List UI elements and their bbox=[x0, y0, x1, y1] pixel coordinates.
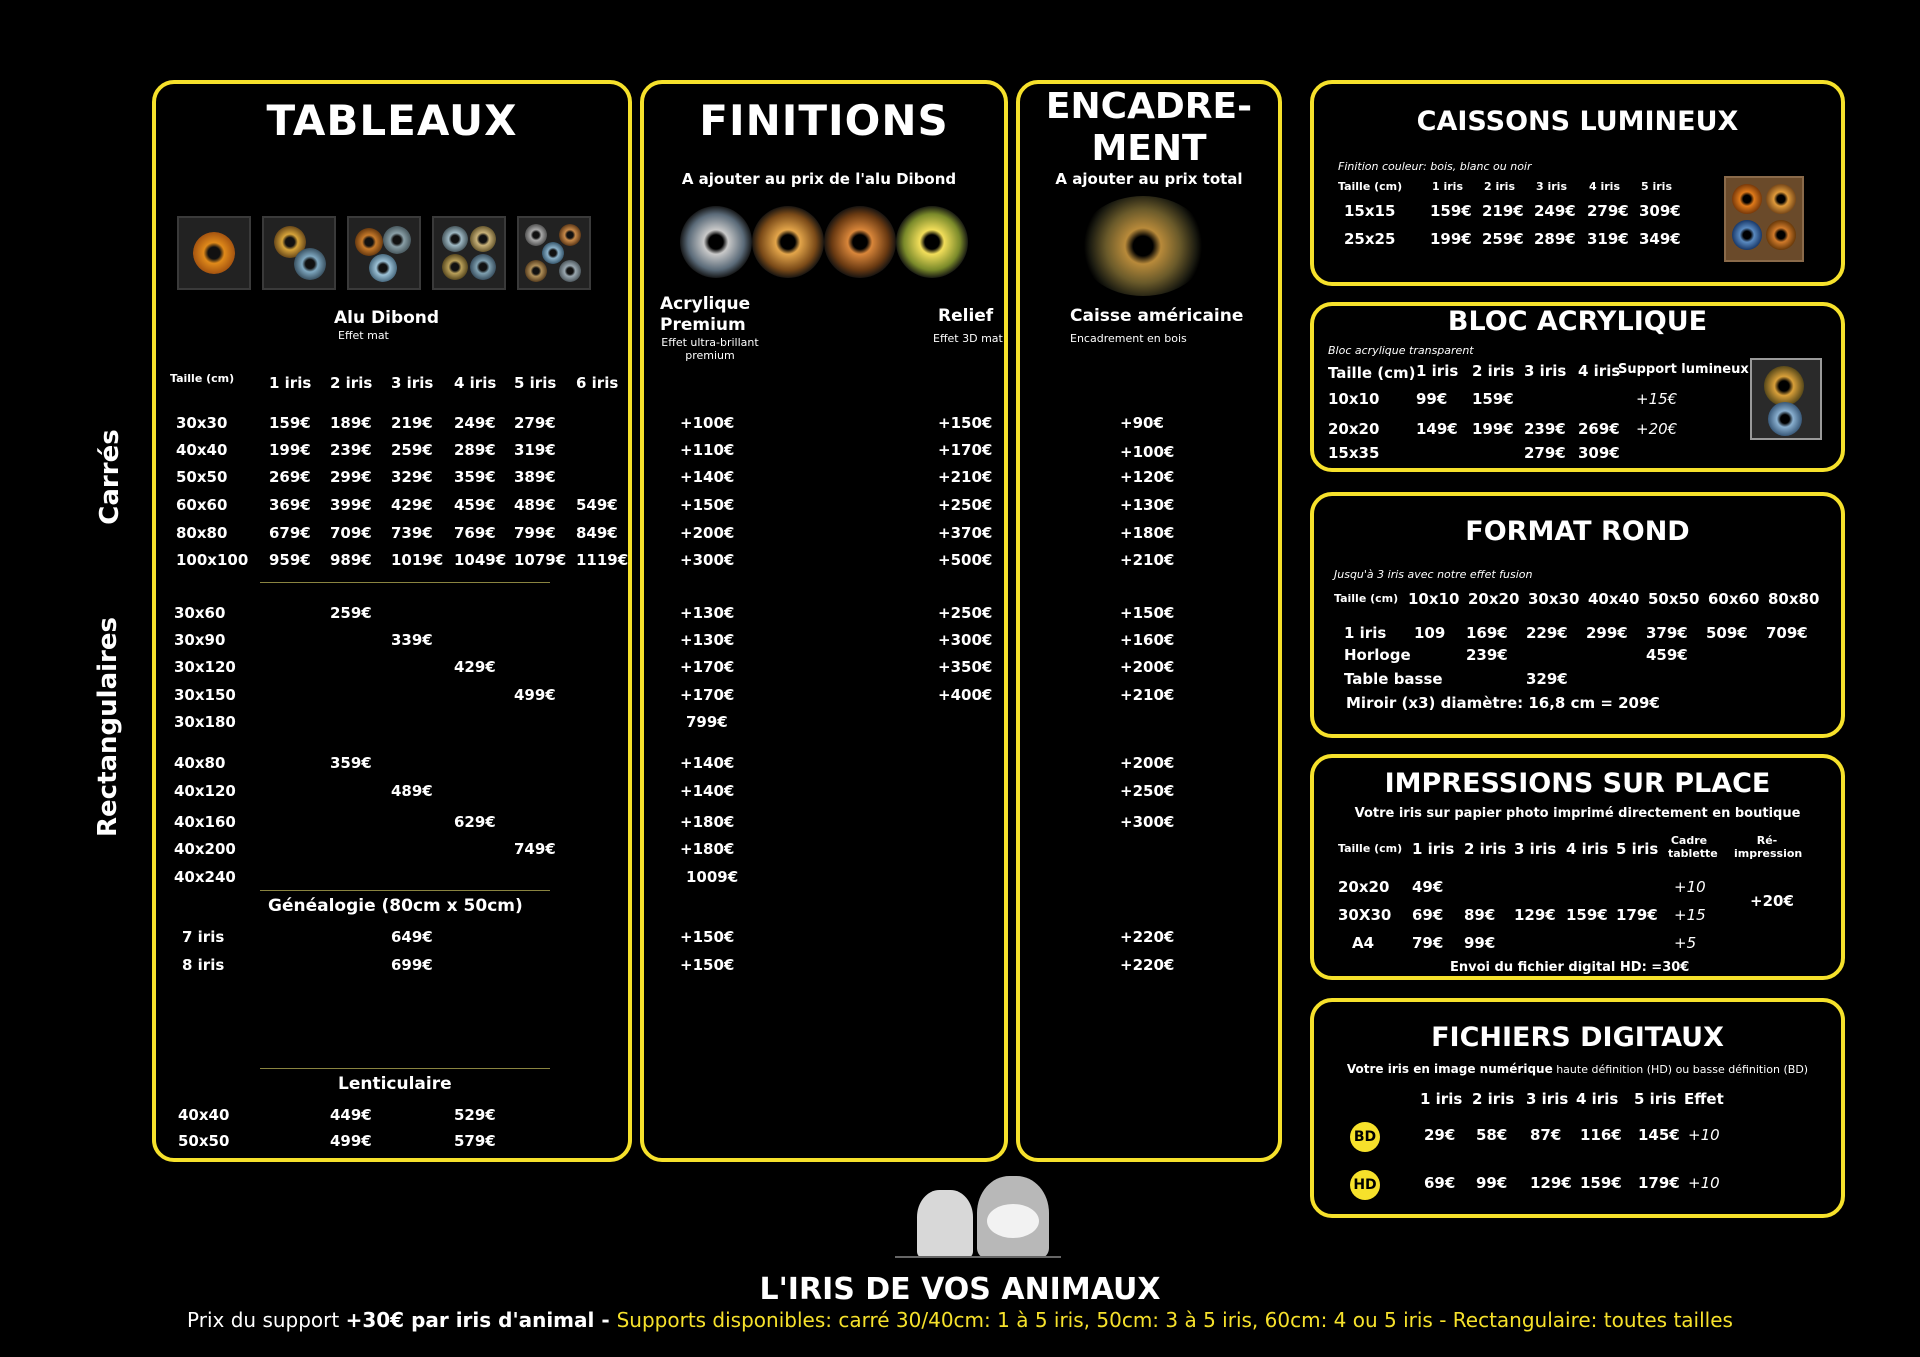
encadrement-price: +160€ bbox=[1120, 631, 1175, 649]
acrylique-title: Acrylique Premium bbox=[660, 294, 751, 335]
acrylique-price: +150€ bbox=[680, 496, 735, 514]
tableaux-price: 219€ bbox=[391, 414, 433, 432]
impressions-cadre-price: +15 bbox=[1674, 906, 1706, 924]
tableaux-size: 30x60 bbox=[174, 604, 226, 622]
finitions-title: FINITIONS bbox=[699, 96, 949, 145]
tableaux-price: 489€ bbox=[514, 496, 556, 514]
tableaux-price: 259€ bbox=[330, 604, 372, 622]
tableaux-price: 499€ bbox=[514, 686, 556, 704]
encadrement-title-line2: MENT bbox=[1091, 128, 1207, 169]
bloc-price: 269€ bbox=[1578, 420, 1620, 438]
genealogie-price: 649€ bbox=[391, 928, 433, 946]
tableaux-size: 80x80 bbox=[176, 524, 228, 542]
encadrement-price: +130€ bbox=[1120, 496, 1175, 514]
tableaux-size: 40x160 bbox=[174, 813, 236, 831]
impressions-header: Taille (cm) bbox=[1338, 842, 1403, 855]
bloc-size: 15x35 bbox=[1328, 444, 1380, 462]
animaux-line-a: Prix du support bbox=[187, 1308, 346, 1332]
tableaux-price: 429€ bbox=[454, 658, 496, 676]
acrylique-price: +300€ bbox=[680, 551, 735, 569]
bloc-size: 10x10 bbox=[1328, 390, 1380, 408]
acrylique-price: +100€ bbox=[680, 414, 735, 432]
caissons-header: 2 iris bbox=[1484, 180, 1515, 193]
acrylique-price: 1009€ bbox=[686, 868, 739, 886]
fichiers-header: 4 iris bbox=[1576, 1090, 1619, 1108]
rond-horloge-label: Horloge bbox=[1344, 646, 1411, 664]
animaux-title: L'IRIS DE VOS ANIMAUX bbox=[759, 1272, 1161, 1307]
tableaux-price: 1049€ bbox=[454, 551, 507, 569]
rond-row-label: 1 iris bbox=[1344, 624, 1387, 642]
impressions-price: 79€ bbox=[1412, 934, 1444, 952]
caissons-size: 15x15 bbox=[1344, 202, 1396, 220]
acrylique-price: +140€ bbox=[680, 754, 735, 772]
tableaux-price: 239€ bbox=[330, 441, 372, 459]
acrylique-price: 799€ bbox=[686, 713, 728, 731]
encadrement-price: +120€ bbox=[1120, 468, 1175, 486]
encadrement-price: +180€ bbox=[1120, 524, 1175, 542]
caissons-header: 1 iris bbox=[1432, 180, 1463, 193]
tableaux-size: 30x90 bbox=[174, 631, 226, 649]
tableaux-price: 359€ bbox=[330, 754, 372, 772]
tableaux-header: 6 iris bbox=[576, 374, 619, 392]
relief-price: +370€ bbox=[938, 524, 993, 542]
fichiers-subtitle-rest: haute définition (HD) ou basse définition (BD) bbox=[1552, 1063, 1809, 1076]
fichiers-header: 3 iris bbox=[1526, 1090, 1569, 1108]
encadrement-product: Caisse américaine bbox=[1070, 306, 1244, 326]
acrylique-price: +180€ bbox=[680, 840, 735, 858]
acrylique-price: +150€ bbox=[680, 928, 735, 946]
tableaux-price: 1079€ bbox=[514, 551, 567, 569]
tableaux-price: 1019€ bbox=[391, 551, 444, 569]
bloc-header: 2 iris bbox=[1472, 362, 1515, 380]
rond-title: FORMAT ROND bbox=[1465, 516, 1690, 547]
bloc-header: Support lumineux bbox=[1618, 362, 1749, 377]
impressions-footer: Envoi du fichier digital HD: =30€ bbox=[1450, 960, 1690, 975]
thumb-2-iris bbox=[262, 216, 336, 290]
bloc-price: 309€ bbox=[1578, 444, 1620, 462]
bloc-price: 279€ bbox=[1524, 444, 1566, 462]
impressions-header: 1 iris bbox=[1412, 840, 1455, 858]
impressions-header: 3 iris bbox=[1514, 840, 1557, 858]
tableaux-size: 50x50 bbox=[176, 468, 228, 486]
impressions-price: 179€ bbox=[1616, 906, 1658, 924]
tableaux-size: 40x200 bbox=[174, 840, 236, 858]
fichiers-header: Effet bbox=[1684, 1090, 1724, 1108]
relief-title: Relief bbox=[938, 306, 994, 326]
tableaux-header: Taille (cm) bbox=[170, 372, 235, 385]
rond-header: 60x60 bbox=[1708, 590, 1760, 608]
tableaux-price: 769€ bbox=[454, 524, 496, 542]
impressions-panel bbox=[1310, 754, 1845, 980]
caissons-header: 5 iris bbox=[1641, 180, 1672, 193]
acrylique-note: Effet ultra-brillant premium bbox=[661, 336, 759, 362]
fichiers-effet-price: +10 bbox=[1688, 1174, 1720, 1192]
thumb-4-iris bbox=[432, 216, 506, 290]
impressions-size: 30X30 bbox=[1338, 906, 1392, 924]
tableaux-size: 30x150 bbox=[174, 686, 236, 704]
relief-price: +210€ bbox=[938, 468, 993, 486]
impressions-subtitle: Votre iris sur papier photo imprimé directement en boutique bbox=[1354, 806, 1801, 821]
animaux-line-b: +30€ par iris d'animal - bbox=[345, 1308, 617, 1332]
fichiers-price: 58€ bbox=[1476, 1126, 1508, 1144]
fichiers-price: 87€ bbox=[1530, 1126, 1562, 1144]
tableaux-header: 2 iris bbox=[330, 374, 373, 392]
encadrement-price: +150€ bbox=[1120, 604, 1175, 622]
encadrement-title bbox=[1020, 86, 1278, 170]
lenticulaire-title: Lenticulaire bbox=[338, 1074, 452, 1094]
rond-note: Jusqu'à 3 iris avec notre effet fusion bbox=[1334, 568, 1533, 581]
rond-table-price: 329€ bbox=[1526, 670, 1568, 688]
tableaux-price: 679€ bbox=[269, 524, 311, 542]
rond-horloge-price: 459€ bbox=[1646, 646, 1688, 664]
impressions-title: IMPRESSIONS SUR PLACE bbox=[1384, 768, 1771, 799]
relief-price: +250€ bbox=[938, 604, 993, 622]
genealogie-title: Généalogie (80cm x 50cm) bbox=[268, 896, 523, 916]
caissons-price: 249€ bbox=[1534, 202, 1576, 220]
genealogie-price: 699€ bbox=[391, 956, 433, 974]
tableaux-price: 249€ bbox=[454, 414, 496, 432]
caissons-price: 259€ bbox=[1482, 230, 1524, 248]
bloc-panel bbox=[1310, 302, 1845, 472]
fichiers-price: 145€ bbox=[1638, 1126, 1680, 1144]
impressions-price: 129€ bbox=[1514, 906, 1556, 924]
bloc-price: 159€ bbox=[1472, 390, 1514, 408]
caissons-price: 219€ bbox=[1482, 202, 1524, 220]
separator-line bbox=[260, 582, 550, 583]
tableaux-size: 100x100 bbox=[176, 551, 249, 569]
caissons-panel bbox=[1310, 80, 1845, 286]
separator-line bbox=[260, 1068, 550, 1069]
impressions-header-reimp: Ré- impression bbox=[1734, 834, 1803, 860]
bloc-note: Bloc acrylique transparent bbox=[1328, 344, 1474, 357]
bloc-header: 4 iris bbox=[1578, 362, 1621, 380]
impressions-price: 99€ bbox=[1464, 934, 1496, 952]
bloc-header: Taille (cm) bbox=[1328, 364, 1416, 382]
relief-note: Effet 3D mat bbox=[933, 332, 1003, 345]
caissons-price: 159€ bbox=[1430, 202, 1472, 220]
tableaux-product-note: Effet mat bbox=[338, 329, 389, 342]
tableaux-price: 159€ bbox=[269, 414, 311, 432]
impressions-price: 69€ bbox=[1412, 906, 1444, 924]
tableaux-price: 1119€ bbox=[576, 551, 629, 569]
rond-miroir: Miroir (x3) diamètre: 16,8 cm = 209€ bbox=[1346, 694, 1660, 712]
acrylique-price: +110€ bbox=[680, 441, 735, 459]
tableaux-product: Alu Dibond bbox=[334, 308, 440, 328]
lenticulaire-price: 529€ bbox=[454, 1106, 496, 1124]
bloc-title: BLOC ACRYLIQUE bbox=[1447, 306, 1708, 337]
rond-price: 229€ bbox=[1526, 624, 1568, 642]
acrylique-price: +170€ bbox=[680, 658, 735, 676]
bloc-price: 199€ bbox=[1472, 420, 1514, 438]
tableaux-price: 739€ bbox=[391, 524, 433, 542]
tableaux-price: 989€ bbox=[330, 551, 372, 569]
rond-header: 80x80 bbox=[1768, 590, 1820, 608]
fichiers-price: 29€ bbox=[1424, 1126, 1456, 1144]
bloc-price: 239€ bbox=[1524, 420, 1566, 438]
tableaux-price: 299€ bbox=[330, 468, 372, 486]
tableaux-price: 359€ bbox=[454, 468, 496, 486]
relief-price: +400€ bbox=[938, 686, 993, 704]
encadrement-product-note: Encadrement en bois bbox=[1070, 332, 1187, 345]
finitions-panel bbox=[640, 80, 1008, 1162]
encadrement-price: +200€ bbox=[1120, 754, 1175, 772]
fichiers-price: 69€ bbox=[1424, 1174, 1456, 1192]
caissons-note: Finition couleur: bois, blanc ou noir bbox=[1338, 160, 1532, 173]
bloc-support-price: +20€ bbox=[1636, 420, 1678, 438]
encadrement-price: +200€ bbox=[1120, 658, 1175, 676]
thumb-3-iris bbox=[347, 216, 421, 290]
bloc-support-price: +15€ bbox=[1636, 390, 1678, 408]
rond-header: 40x40 bbox=[1588, 590, 1640, 608]
relief-price: +300€ bbox=[938, 631, 993, 649]
rond-price: 379€ bbox=[1646, 624, 1688, 642]
encadrement-price: +210€ bbox=[1120, 551, 1175, 569]
fichiers-badge-bd: BD bbox=[1350, 1122, 1380, 1152]
acrylique-price: +170€ bbox=[680, 686, 735, 704]
impressions-price: 159€ bbox=[1566, 906, 1608, 924]
tableaux-size: 60x60 bbox=[176, 496, 228, 514]
tableaux-price: 459€ bbox=[454, 496, 496, 514]
impressions-reimpression: +20€ bbox=[1750, 892, 1794, 910]
fichiers-price: 159€ bbox=[1580, 1174, 1622, 1192]
encadrement-title-line1: ENCADRE- bbox=[1045, 86, 1253, 127]
tableaux-size: 30x180 bbox=[174, 713, 236, 731]
lenticulaire-size: 40x40 bbox=[178, 1106, 230, 1124]
rond-header: 20x20 bbox=[1468, 590, 1520, 608]
fichiers-price: 116€ bbox=[1580, 1126, 1622, 1144]
fichiers-title: FICHIERS DIGITAUX bbox=[1431, 1022, 1724, 1053]
tableaux-title: TABLEAUX bbox=[266, 96, 518, 145]
tableaux-price: 399€ bbox=[330, 496, 372, 514]
tableaux-price: 389€ bbox=[514, 468, 556, 486]
caissons-price: 279€ bbox=[1587, 202, 1629, 220]
tableaux-size: 30x120 bbox=[174, 658, 236, 676]
tableaux-panel bbox=[152, 80, 632, 1162]
bloc-header: 1 iris bbox=[1416, 362, 1459, 380]
rond-price: 299€ bbox=[1586, 624, 1628, 642]
rond-header: 10x10 bbox=[1408, 590, 1460, 608]
tableaux-price: 799€ bbox=[514, 524, 556, 542]
bloc-price: 149€ bbox=[1416, 420, 1458, 438]
tableaux-size: 40x120 bbox=[174, 782, 236, 800]
acrylique-price: +200€ bbox=[680, 524, 735, 542]
tableaux-price: 709€ bbox=[330, 524, 372, 542]
impressions-header: 5 iris bbox=[1616, 840, 1659, 858]
genealogie-size: 7 iris bbox=[182, 928, 225, 946]
fichiers-badge-hd: HD bbox=[1350, 1170, 1380, 1200]
caissons-header: Taille (cm) bbox=[1338, 180, 1403, 193]
tableaux-price: 279€ bbox=[514, 414, 556, 432]
bloc-product-image bbox=[1750, 358, 1822, 440]
fichiers-price: 179€ bbox=[1638, 1174, 1680, 1192]
tableaux-price: 289€ bbox=[454, 441, 496, 459]
tableaux-price: 189€ bbox=[330, 414, 372, 432]
animals-image bbox=[895, 1170, 1061, 1258]
tableaux-price: 549€ bbox=[576, 496, 618, 514]
relief-price: +350€ bbox=[938, 658, 993, 676]
rond-header: Taille (cm) bbox=[1334, 592, 1399, 605]
animaux-line-c: Supports disponibles: carré 30/40cm: 1 à 5 iris, 50cm: 3 à 5 iris, 60cm: 4 ou 5 iris - Rectangulaire: toutes tailles bbox=[616, 1308, 1733, 1332]
encadrement-price: +300€ bbox=[1120, 813, 1175, 831]
tableaux-header: 4 iris bbox=[454, 374, 497, 392]
lenticulaire-price: 449€ bbox=[330, 1106, 372, 1124]
fichiers-price: 129€ bbox=[1530, 1174, 1572, 1192]
fichiers-subtitle bbox=[1314, 1062, 1841, 1076]
bloc-size: 20x20 bbox=[1328, 420, 1380, 438]
caissons-size: 25x25 bbox=[1344, 230, 1396, 248]
encadrement-price: +90€ bbox=[1120, 414, 1164, 432]
caissons-price: 349€ bbox=[1639, 230, 1681, 248]
animaux-line bbox=[0, 1308, 1920, 1332]
tableaux-price: 339€ bbox=[391, 631, 433, 649]
acrylique-price: +140€ bbox=[680, 468, 735, 486]
impressions-size: A4 bbox=[1352, 934, 1375, 952]
encadrement-subtitle: A ajouter au prix total bbox=[1055, 170, 1243, 188]
caissons-header: 3 iris bbox=[1536, 180, 1567, 193]
tableaux-price: 199€ bbox=[269, 441, 311, 459]
acrylique-price: +130€ bbox=[680, 604, 735, 622]
lenticulaire-price: 579€ bbox=[454, 1132, 496, 1150]
lenticulaire-price: 499€ bbox=[330, 1132, 372, 1150]
rond-price: 709€ bbox=[1766, 624, 1808, 642]
encadrement-iris-image bbox=[1078, 196, 1208, 296]
impressions-price: 89€ bbox=[1464, 906, 1496, 924]
rond-header: 50x50 bbox=[1648, 590, 1700, 608]
separator-line bbox=[260, 890, 550, 891]
bloc-price: 99€ bbox=[1416, 390, 1448, 408]
impressions-price: 49€ bbox=[1412, 878, 1444, 896]
tableaux-price: 329€ bbox=[391, 468, 433, 486]
impressions-size: 20x20 bbox=[1338, 878, 1390, 896]
fichiers-header: 5 iris bbox=[1634, 1090, 1677, 1108]
relief-price: +150€ bbox=[938, 414, 993, 432]
label-carres: Carrés bbox=[95, 429, 125, 525]
fichiers-effet-price: +10 bbox=[1688, 1126, 1720, 1144]
tableaux-size: 40x40 bbox=[176, 441, 228, 459]
label-rectangulaires: Rectangulaires bbox=[93, 617, 123, 837]
caissons-price: 319€ bbox=[1587, 230, 1629, 248]
thumb-5-iris bbox=[517, 216, 591, 290]
rond-horloge-price: 239€ bbox=[1466, 646, 1508, 664]
tableaux-price: 489€ bbox=[391, 782, 433, 800]
caissons-price: 309€ bbox=[1639, 202, 1681, 220]
impressions-header-cadre: Cadre tablette bbox=[1668, 834, 1718, 860]
rond-panel bbox=[1310, 492, 1845, 738]
impressions-cadre-price: +10 bbox=[1674, 878, 1706, 896]
impressions-header: 2 iris bbox=[1464, 840, 1507, 858]
tableaux-size: 40x80 bbox=[174, 754, 226, 772]
fichiers-header: 2 iris bbox=[1472, 1090, 1515, 1108]
acrylique-price: +150€ bbox=[680, 956, 735, 974]
rond-price: 169€ bbox=[1466, 624, 1508, 642]
finitions-subtitle: A ajouter au prix de l'alu Dibond bbox=[681, 170, 957, 188]
lenticulaire-size: 50x50 bbox=[178, 1132, 230, 1150]
acrylique-price: +130€ bbox=[680, 631, 735, 649]
encadrement-price: +100€ bbox=[1120, 443, 1175, 461]
tableaux-price: 319€ bbox=[514, 441, 556, 459]
fichiers-panel bbox=[1310, 998, 1845, 1218]
fichiers-price: 99€ bbox=[1476, 1174, 1508, 1192]
fichiers-subtitle-bold: Votre iris en image numérique bbox=[1346, 1062, 1553, 1076]
impressions-cadre-price: +5 bbox=[1674, 934, 1697, 952]
rond-price: 109 bbox=[1414, 624, 1446, 642]
tableaux-size: 40x240 bbox=[174, 868, 236, 886]
tableaux-price: 749€ bbox=[514, 840, 556, 858]
caissons-title: CAISSONS LUMINEUX bbox=[1416, 106, 1739, 137]
caissons-price: 199€ bbox=[1430, 230, 1472, 248]
encadrement-panel bbox=[1016, 80, 1282, 1162]
tableaux-header: 3 iris bbox=[391, 374, 434, 392]
rond-table-label: Table basse bbox=[1344, 670, 1443, 688]
rond-price: 509€ bbox=[1706, 624, 1748, 642]
relief-price: +170€ bbox=[938, 441, 993, 459]
tableaux-header: 5 iris bbox=[514, 374, 557, 392]
fichiers-header: 1 iris bbox=[1420, 1090, 1463, 1108]
impressions-header: 4 iris bbox=[1566, 840, 1609, 858]
tableaux-price: 269€ bbox=[269, 468, 311, 486]
rond-header: 30x30 bbox=[1528, 590, 1580, 608]
relief-price: +500€ bbox=[938, 551, 993, 569]
tableaux-price: 629€ bbox=[454, 813, 496, 831]
tableaux-header: 1 iris bbox=[269, 374, 312, 392]
bloc-header: 3 iris bbox=[1524, 362, 1567, 380]
encadrement-price: +220€ bbox=[1120, 928, 1175, 946]
tableaux-price: 429€ bbox=[391, 496, 433, 514]
tableaux-price: 259€ bbox=[391, 441, 433, 459]
thumb-1-iris bbox=[177, 216, 251, 290]
encadrement-price: +210€ bbox=[1120, 686, 1175, 704]
tableaux-price: 959€ bbox=[269, 551, 311, 569]
encadrement-price: +250€ bbox=[1120, 782, 1175, 800]
caissons-price: 289€ bbox=[1534, 230, 1576, 248]
encadrement-price: +220€ bbox=[1120, 956, 1175, 974]
tableaux-price: 369€ bbox=[269, 496, 311, 514]
caisson-product-image bbox=[1724, 176, 1804, 262]
acrylique-price: +140€ bbox=[680, 782, 735, 800]
caissons-header: 4 iris bbox=[1589, 180, 1620, 193]
relief-price: +250€ bbox=[938, 496, 993, 514]
tableaux-size: 30x30 bbox=[176, 414, 228, 432]
finitions-iris-strip bbox=[680, 202, 980, 282]
acrylique-price: +180€ bbox=[680, 813, 735, 831]
tableaux-price: 849€ bbox=[576, 524, 618, 542]
genealogie-size: 8 iris bbox=[182, 956, 225, 974]
